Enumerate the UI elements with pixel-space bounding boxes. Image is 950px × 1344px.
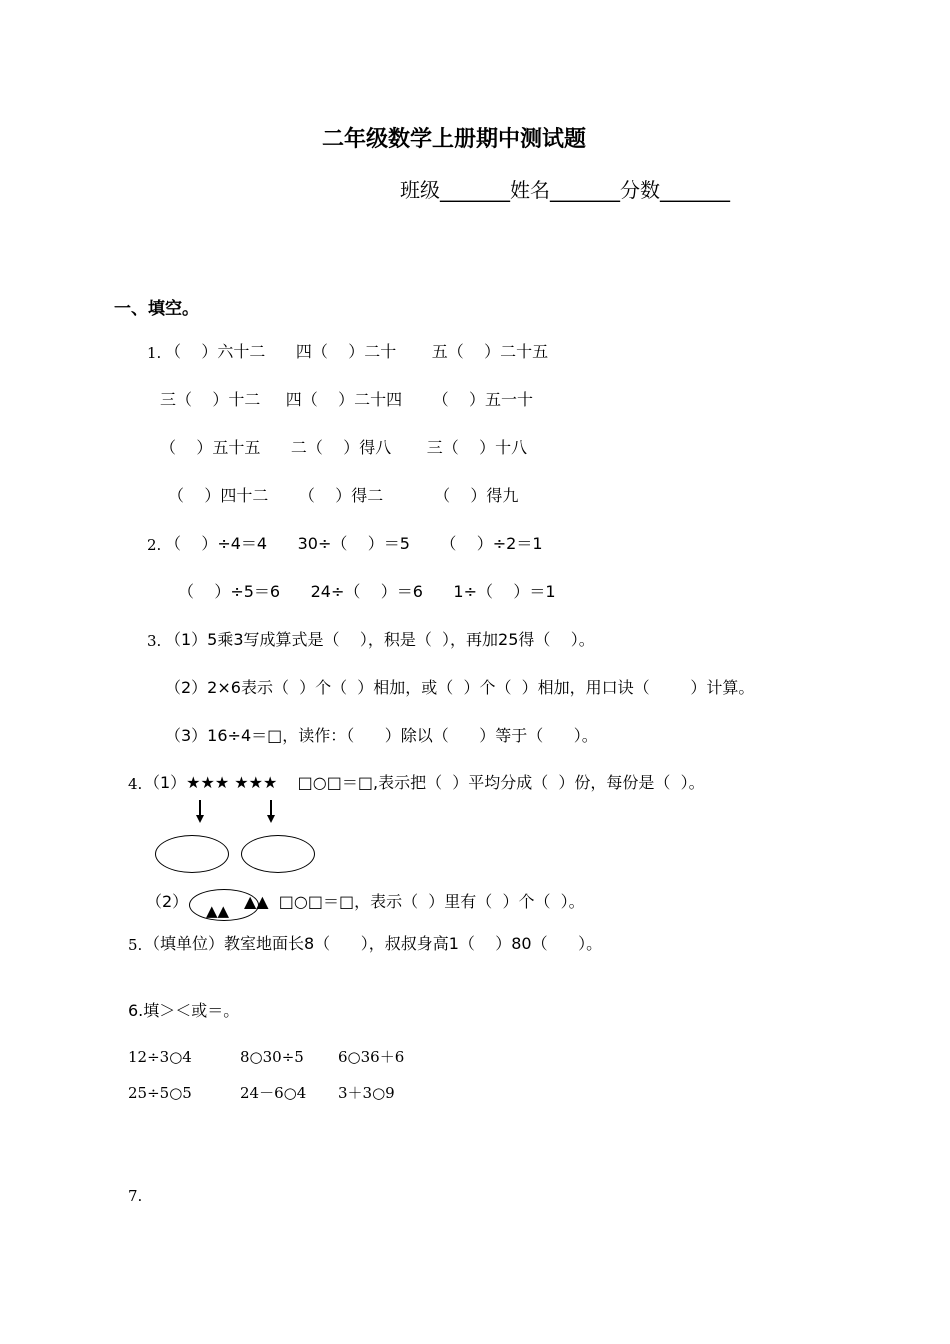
comparison-item: 8○30÷5 [240,1048,304,1066]
student-info-line: 班级_______姓名_______分数_______ [400,178,730,202]
question-2-row-1: （ ）÷4＝4 30÷（ ）＝5 （ ）÷2＝1 [165,534,543,553]
question-1-row-4: （ ）四十二 （ ）得二 （ ）得九 [168,486,519,505]
section-heading: 一、填空。 [114,299,199,319]
down-arrow-head-icon [196,815,204,823]
down-arrow-head-icon [267,815,275,823]
question-1-row-2: 三（ ）十二 四（ ）二十四 （ ）五一十 [160,390,533,409]
question-3-part-1: （1）5乘3写成算式是（ ），积是（ ），再加25得（ ）。 [165,630,595,649]
down-arrow-icon [199,800,201,816]
question-3-part-2: （2）2×6表示（ ）个（ ）相加，或（ ）个（ ）相加，用口诀（ ）计算。 [165,678,755,697]
question-2-row-2: （ ）÷5＝6 24÷（ ）＝6 1÷（ ）＝1 [178,582,556,601]
question-4-part-2-label: （2） [146,892,189,911]
question-4-part-2: ▲▲ □○□＝□，表示（ ）里有（ ）个（ ）。 [244,892,585,911]
question-6-heading: 6.填＞＜或＝。 [128,1001,240,1020]
comparison-item: 12÷3○4 [128,1048,192,1066]
page-title: 二年级数学上册期中测试题 [322,127,587,152]
answer-ellipse[interactable] [155,835,229,873]
question-4-part-1: （1）★★★ ★★★ □○□＝□,表示把（ ）平均分成（ ）份，每份是（ ）。 [144,773,705,792]
question-2-number: 2. [147,536,162,554]
question-3-number: 3. [147,632,162,650]
comparison-item: 3＋3○9 [338,1084,395,1102]
comparison-item: 6○36＋6 [338,1048,405,1066]
question-4-number: 4. [128,775,143,793]
question-7-number: 7. [128,1187,143,1205]
question-3-part-3: （3）16÷4＝□，读作：（ ）除以（ ）等于（ ）。 [165,726,598,745]
question-1-row-1: （ ）六十二 四（ ）二十 五（ ）二十五 [165,342,549,361]
circled-triangles: ▲▲ [206,902,230,920]
answer-ellipse[interactable] [241,835,315,873]
question-1-number: 1. [147,344,162,362]
down-arrow-icon [270,800,272,816]
question-5-number: 5. [128,936,143,954]
question-1-row-3: （ ）五十五 二（ ）得八 三（ ）十八 [160,438,528,457]
comparison-item: 24－6○4 [240,1084,307,1102]
comparison-item: 25÷5○5 [128,1084,192,1102]
question-5-text: （填单位）教室地面长8（ ），叔叔身高1（ ）80（ ）。 [144,934,603,953]
